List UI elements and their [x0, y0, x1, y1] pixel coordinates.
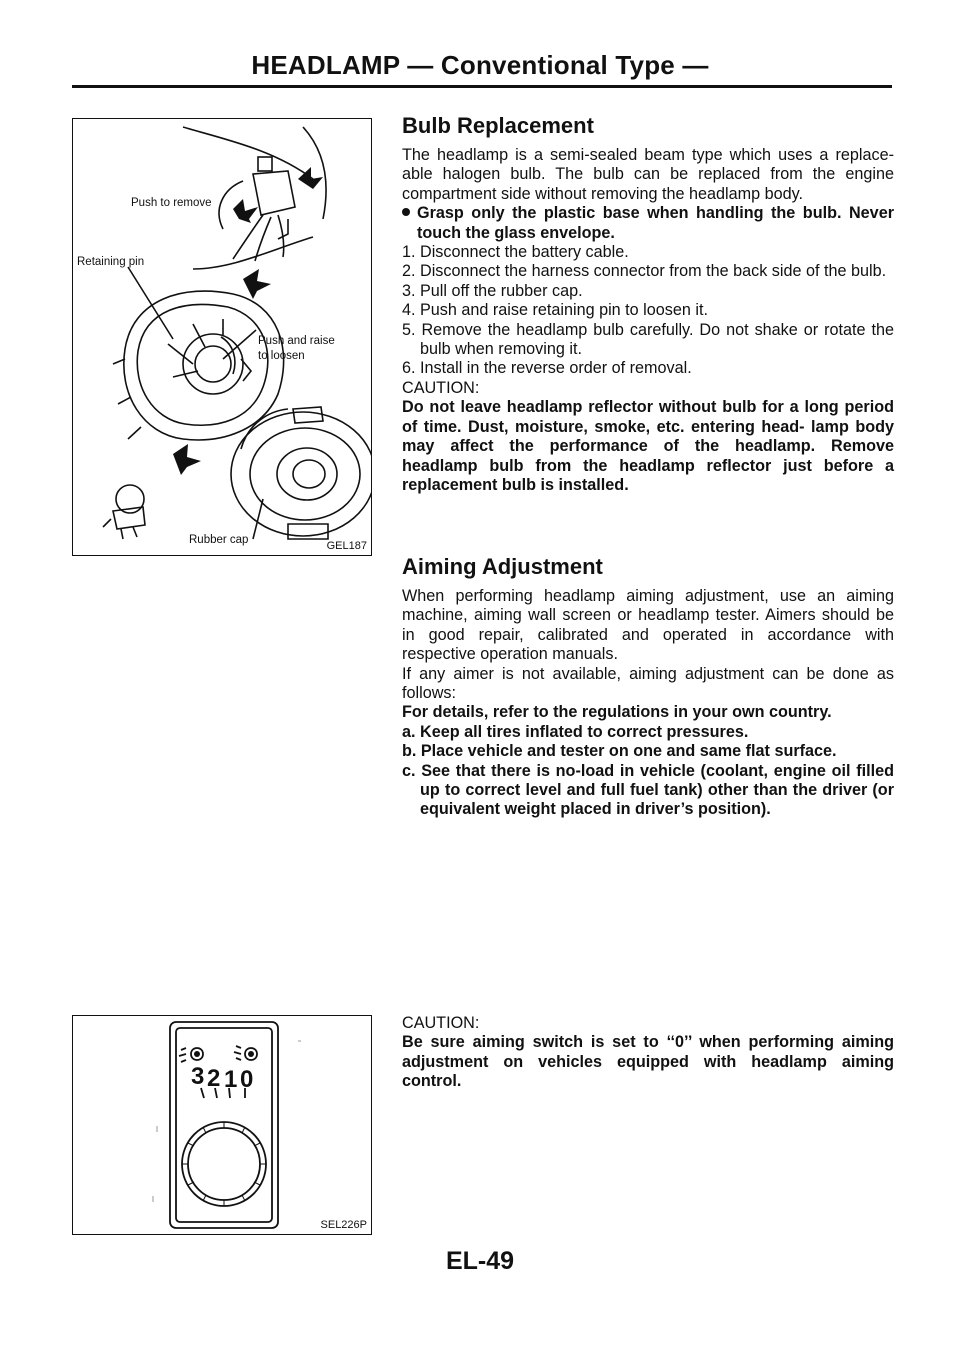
paragraph: When performing headlamp aiming adjustment, use an aiming machine, aiming wall screen or headlamp tester. Aimers should be in good repair, calibrated and operated in accordance with respective operation manuals.: [402, 587, 894, 664]
figure-bulb-replacement: [72, 118, 372, 556]
aiming-switch-illustration: [73, 1016, 371, 1234]
label-push-and-raise: Push and raise: [258, 335, 335, 347]
caution-label: CAUTION:: [402, 378, 480, 397]
list-item: a. Keep all tires inflated to correct pressures.: [402, 722, 749, 741]
bullet-icon: [402, 208, 410, 216]
figure-aiming-switch: [72, 1015, 372, 1235]
section-title: Aiming Adjustment: [402, 554, 603, 579]
section-bulb-replacement: [402, 112, 894, 495]
label-retaining-pin: Retaining pin: [77, 256, 145, 268]
header-rule: [72, 85, 892, 88]
list-item: b. Place vehicle and tester on one and same flat surface.: [402, 742, 837, 761]
label-push-to-remove: Push to remove: [131, 197, 212, 209]
section-aiming-adjustment: [402, 553, 894, 820]
bullet-item: Grasp only the plastic base when handling the bulb. Never touch the glass envelope.: [402, 204, 894, 243]
step-item: 1. Disconnect the battery cable.: [402, 243, 629, 262]
paragraph: If any aimer is not available, aiming adjustment can be done as follows:: [402, 664, 894, 703]
page-number: EL-49: [445, 1247, 515, 1275]
step-item: 2. Disconnect the harness connector from the back side of the bulb.: [402, 262, 887, 281]
switch-number-0: 0: [240, 1066, 254, 1093]
label-rubber-cap: Rubber cap: [189, 534, 249, 546]
switch-number-3: 3: [191, 1063, 205, 1090]
step-item: 3. Pull off the rubber cap.: [402, 281, 583, 300]
page-header: [0, 0, 960, 92]
switch-number-2: 2: [207, 1065, 221, 1092]
section-caution-aiming-switch: [402, 1014, 894, 1092]
figure-code: GEL187: [326, 540, 367, 552]
step-item: 6. Install in the reverse order of removal.: [402, 359, 692, 378]
caution-label: CAUTION:: [402, 1014, 480, 1032]
list-item: c. See that there is no-load in vehicle (coolant, engine oil filled up to correct level and full fuel tank) other than the driver (or equivalent weight placed in driver’s position).: [402, 761, 894, 819]
section-title: Bulb Replacement: [402, 113, 594, 138]
page-title: HEADLAMP — Conventional Type —: [251, 50, 709, 80]
bulb-replacement-illustration: [73, 119, 371, 555]
label-to-loosen: to loosen: [258, 350, 305, 362]
step-item: 4. Push and raise retaining pin to loosen it.: [402, 301, 708, 320]
caution-text: Do not leave headlamp reflector without bulb for a long period of time. Dust, moisture, smoke, etc. entering head- lamp body may affect the performance of the headlamp. Remove headlamp bulb from the headlamp reflector just before a replacement bulb is installed.: [402, 398, 894, 494]
step-item: 5. Remove the headlamp bulb carefully. Do not shake or rotate the bulb when removing it.: [402, 320, 894, 359]
details-note: For details, refer to the regulations in your own country.: [402, 703, 832, 722]
paragraph: The headlamp is a semi-sealed beam type which uses a replace- able halogen bulb. The bulb can be replaced from the engine compartment side without removing the headlamp body.: [402, 146, 894, 203]
switch-number-1: 1: [224, 1066, 238, 1093]
caution-text: Be sure aiming switch is set to ‘‘0’’ when performing aiming adjustment on vehicles equipped with headlamp aiming control.: [402, 1033, 894, 1091]
figure-code: SEL226P: [320, 1219, 367, 1231]
